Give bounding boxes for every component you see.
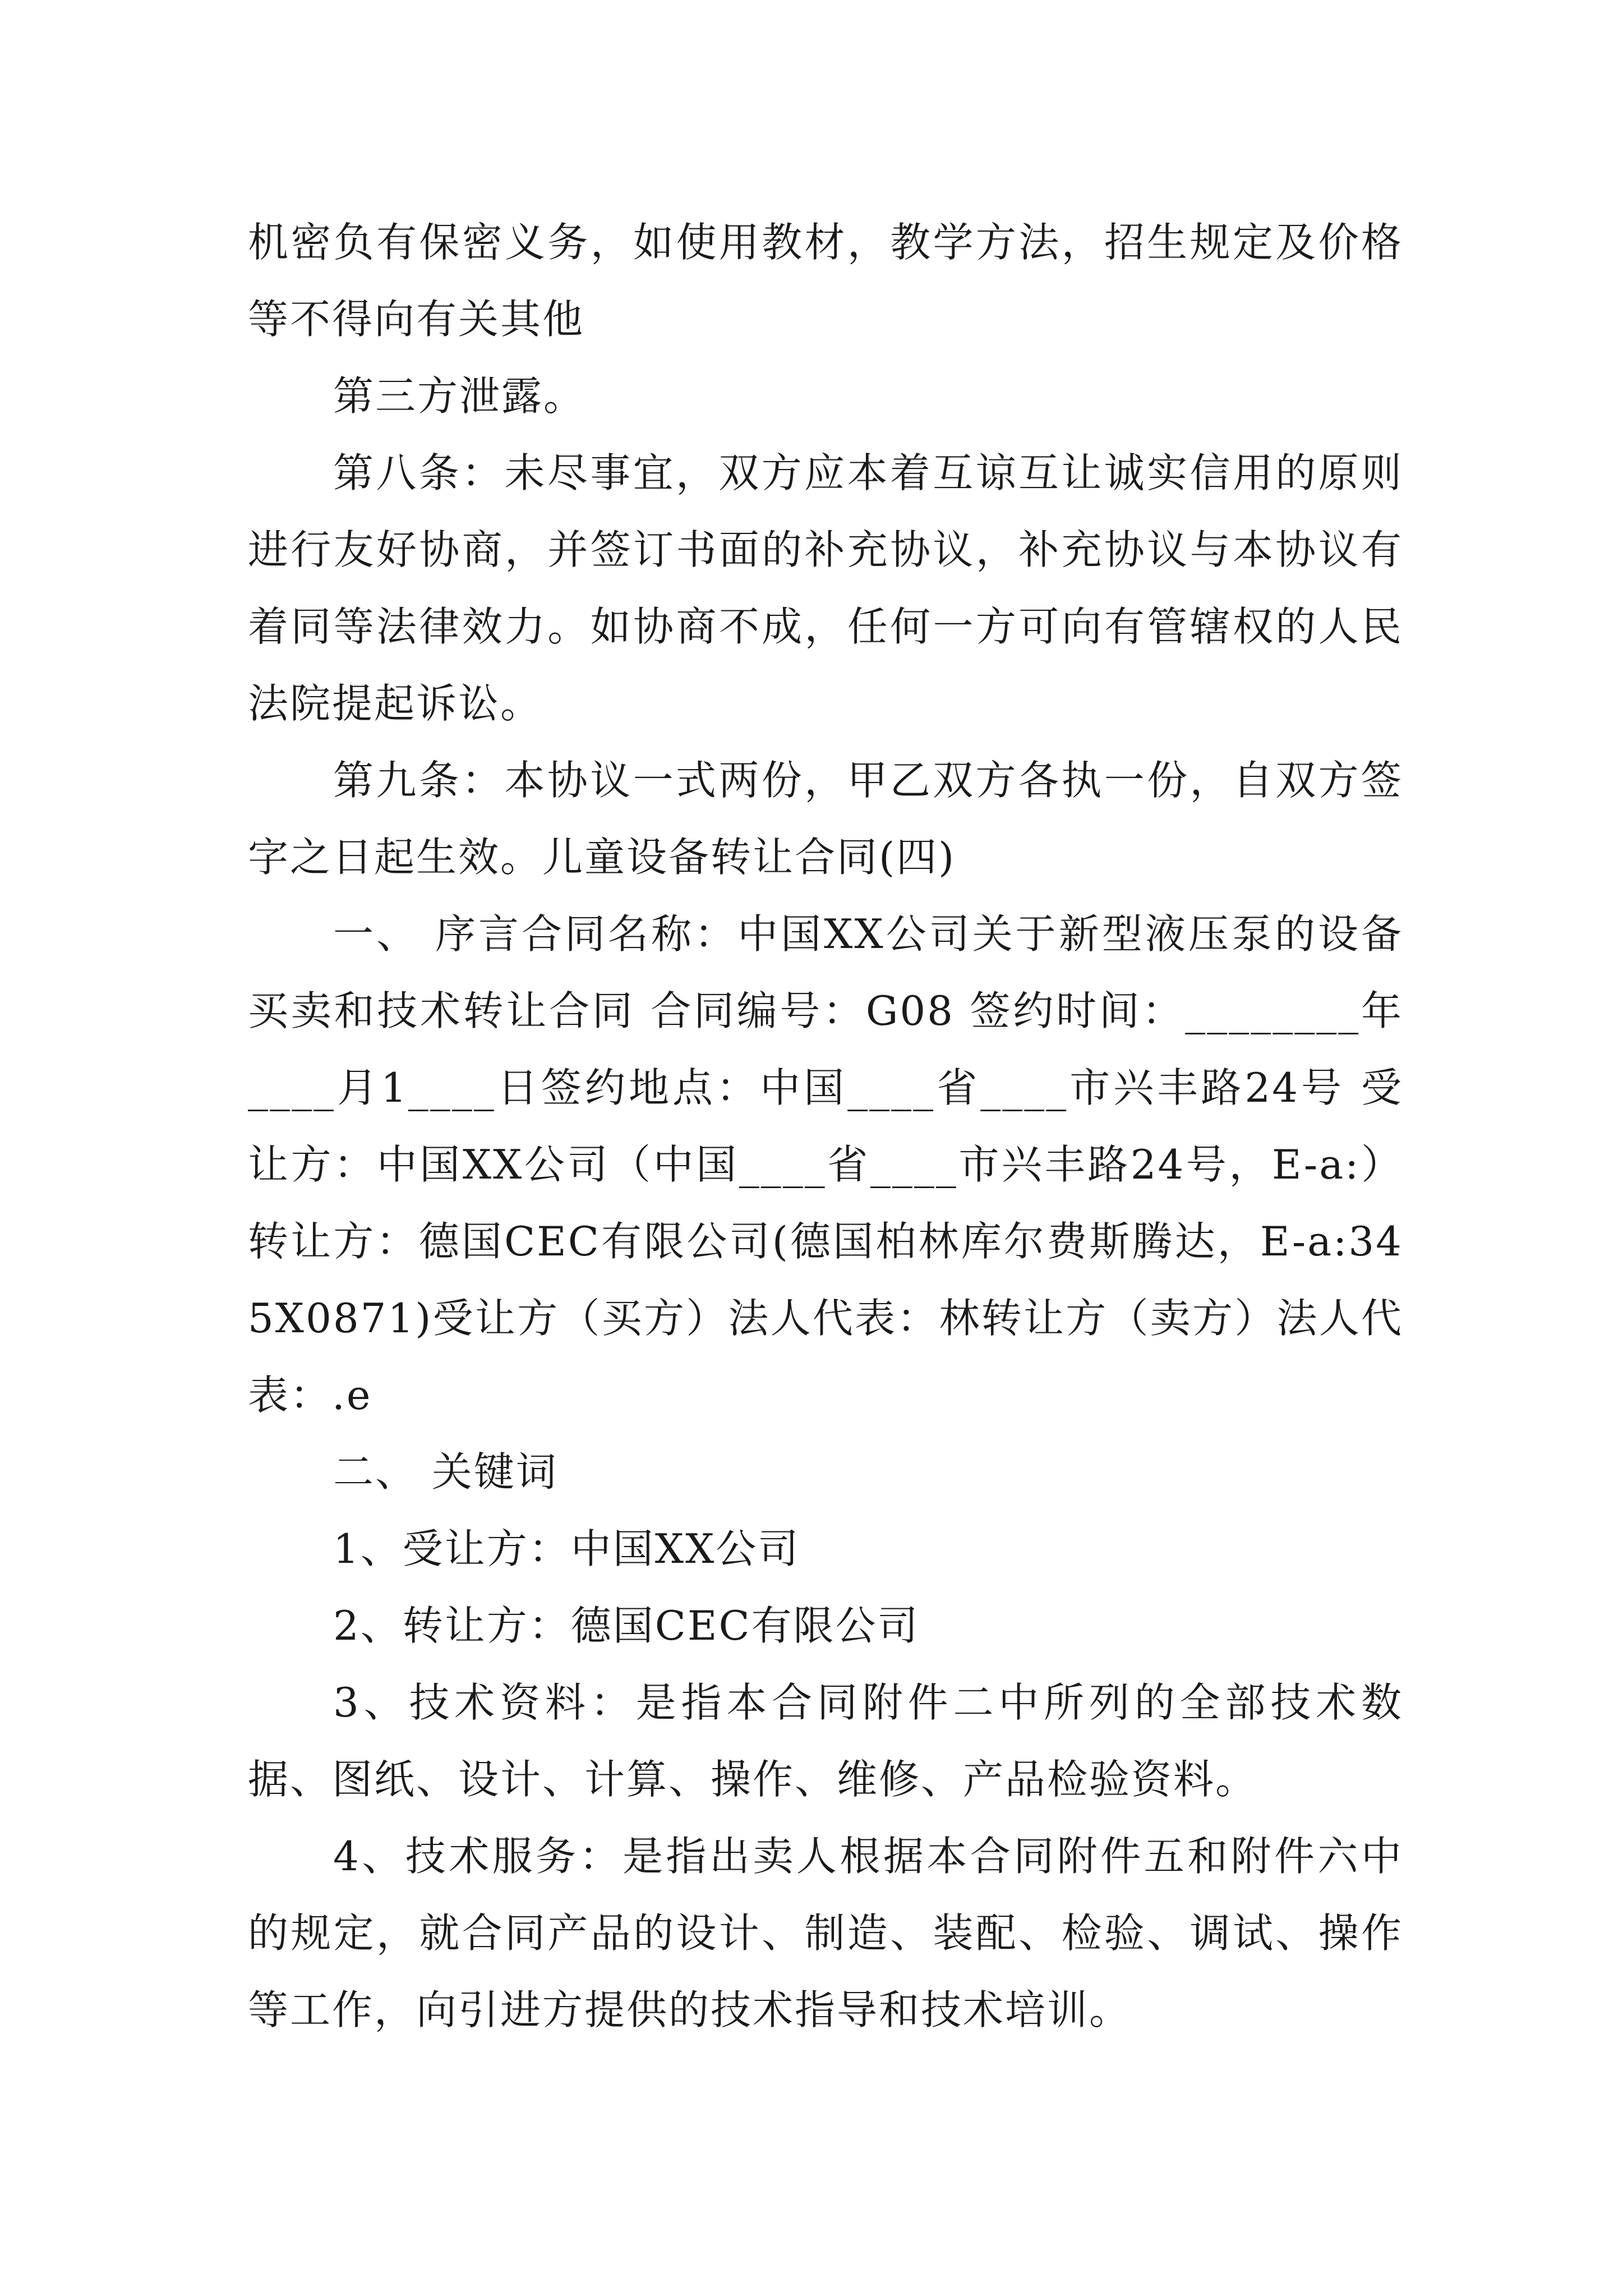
paragraph-third-party: 第三方泄露。 — [333, 372, 586, 420]
paragraph-preamble: 一、 序言合同名称：中国XX公司关于新型液压泵的设备买卖和技术转让合同 合同编号：G08 签约时间：________年____月1____日签约地点：中国____省____市兴丰路24号 受让方：中国XX公司（中国____省____市兴丰路24号，E-a:）转让方：德国CEC有限公司(德国柏林库尔费斯腾达，E-a:345X0871)受让方（买方）法人代表：林转让方（卖方）法人代表：.e — [248, 910, 1403, 1419]
keyword-item-3: 3、技术资料：是指本合同附件二中所列的全部技术数据、图纸、设计、计算、操作、维修、产品检验资料。 — [248, 1679, 1403, 1803]
document-body — [248, 204, 1403, 2049]
keyword-item-4: 4、技术服务：是指出卖人根据本合同附件五和附件六中的规定，就合同产品的设计、制造、装配、检验、调试、操作等工作，向引进方提供的技术指导和技术培训。 — [248, 1833, 1403, 2033]
paragraph-confidentiality: 机密负有保密义务，如使用教材，教学方法，招生规定及价格等不得向有关其他 — [248, 219, 1403, 343]
keyword-item-2: 2、转让方：德国CEC有限公司 — [333, 1602, 920, 1649]
paragraph-article-8: 第八条：未尽事宜，双方应本着互谅互让诚实信用的原则进行友好协商，并签订书面的补充协议，补充协议与本协议有着同等法律效力。如协商不成，任何一方可向有管辖权的人民法院提起诉讼。 — [248, 449, 1403, 727]
paragraph-article-9: 第九条：本协议一式两份，甲乙双方各执一份，自双方签字之日起生效。儿童设备转让合同(四) — [248, 757, 1403, 881]
keyword-item-1: 1、受让方：中国XX公司 — [333, 1525, 800, 1572]
heading-keywords: 二、 关键词 — [333, 1448, 558, 1496]
